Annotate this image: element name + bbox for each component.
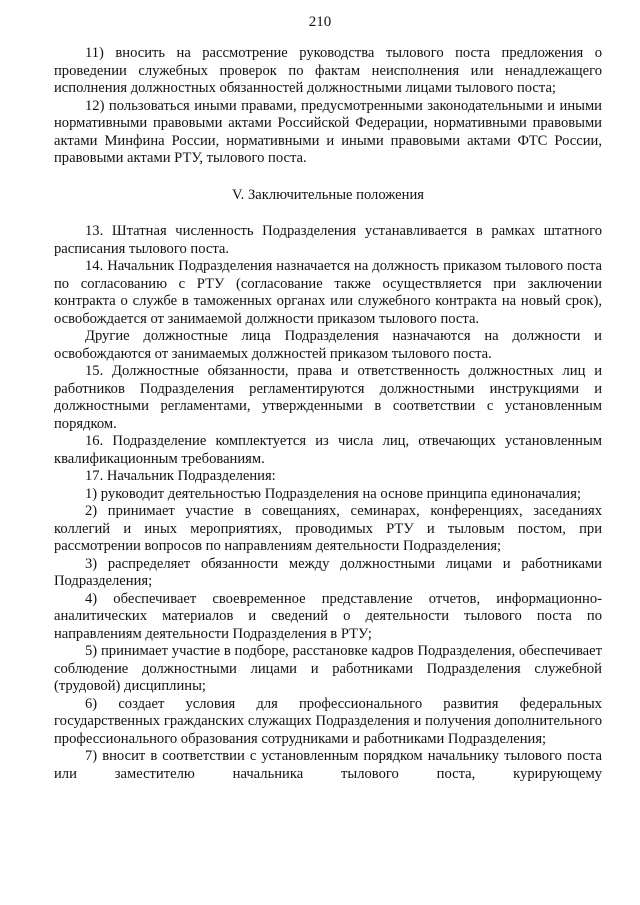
paragraph-item-12: 12) пользоваться иными правами, предусмотренными законодательными и иными нормативными правовыми актами Российской Федерации, нормативными правовыми актами Минфина России, нормативными и иными правовыми актами ФТС России, правовыми актами РТУ, тылового поста. — [54, 97, 602, 166]
paragraph-17-item-1: 1) руководит деятельностью Подразделения на основе принципа единоначалия; — [85, 485, 582, 502]
paragraph-17-item-4: 4) обеспечивает своевременное представление отчетов, информационно-аналитических материалов и сведений о деятельности тылового поста по направлениям деятельности Подразделения в РТУ; — [54, 590, 602, 642]
paragraph-other-officials: Другие должностные лица Подразделения назначаются на должности и освобождаются от занимаемых должностей приказом тылового поста. — [54, 328, 602, 362]
paragraph-14: 14. Начальник Подразделения назначается на должность приказом тылового поста по согласованию с РТУ (согласование также осуществляется при заключении контракта о службе в таможенных органах или служебного контракта на новый срок), освобождается от занимаемой должности приказом тылового поста. — [54, 258, 602, 327]
paragraph-item-11: 11) вносить на рассмотрение руководства тылового поста предложения о проведении служебных проверок по фактам неисполнения или ненадлежащего исполнения должностных обязанностей должностными лицами тылового поста; — [54, 45, 602, 96]
document-body — [54, 45, 602, 783]
paragraph-16: 16. Подразделение комплектуется из числа лиц, отвечающих установленным квалификационным требованиям. — [54, 433, 602, 467]
paragraph-17-item-2: 2) принимает участие в совещаниях, семинарах, конференциях, заседаниях коллегий и иных мероприятиях, проводимых РТУ и тыловым постом, при рассмотрении вопросов по направлениям деятельности Подразделения; — [54, 503, 602, 554]
page-number: 210 — [308, 14, 332, 30]
paragraph-17-item-7: 7) вносит в соответствии с установленным порядком начальнику тылового поста или заместителю начальника тылового поста, курирующему — [54, 748, 602, 782]
paragraph-17: 17. Начальник Подразделения: — [85, 468, 276, 484]
paragraph-13: 13. Штатная численность Подразделения устанавливается в рамках штатного расписания тылового поста. — [54, 223, 602, 257]
paragraph-17-item-3: 3) распределяет обязанности между должностными лицами и работниками Подразделения; — [54, 555, 602, 589]
paragraph-17-item-6: 6) создает условия для профессионального развития федеральных государственных гражданских служащих Подразделения и получения дополнительного профессионального образования сотрудниками и работниками Подразделения; — [54, 695, 602, 747]
paragraph-15: 15. Должностные обязанности, права и ответственность должностных лиц и работников Подразделения регламентируются должностными инструкциями и должностными регламентами, утвержденными в соответствии с установленным порядком. — [54, 363, 602, 432]
paragraph-17-item-5: 5) принимает участие в подборе, расстановке кадров Подразделения, обеспечивает соблюдение должностными лицами и работниками Подразделения служебной (трудовой) дисциплины; — [54, 643, 602, 694]
section-heading: V. Заключительные положения — [232, 186, 424, 203]
